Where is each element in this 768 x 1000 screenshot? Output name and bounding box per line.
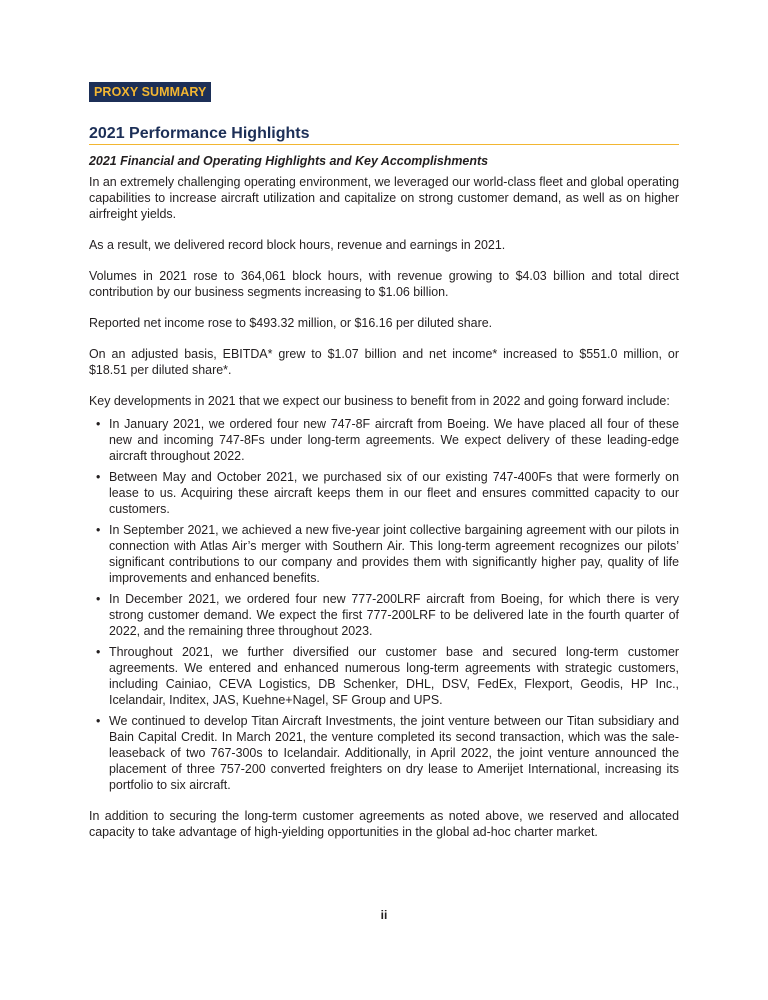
list-item: • We continued to develop Titan Aircraft Investments, the joint venture between our Titan subsidiary and Bain Capital Credit. In March 2021, the venture completed its second transaction, which was the sale-leaseback of two 767-300s to Icelandair. Additionally, in April 2022, the joint venture announced the placement of three 757-200 converted freighters on dry lease to Amerijet International, increasing its portfolio to six aircraft. — [89, 713, 679, 793]
page-number: ii — [380, 908, 388, 922]
list-item: • In September 2021, we achieved a new five-year joint collective bargaining agreement with our pilots in connection with Atlas Air’s merger with Southern Air. This long-term agreement recognizes our pilots’ significant contributions to our company and provides them with significantly higher pay, quality of life improvements and enhanced benefits. — [89, 522, 679, 586]
list-item: • In January 2021, we ordered four new 747-8F aircraft from Boeing. We have placed all four of these new and incoming 747-8Fs under long-term agreements. We expect delivery of these leading-edge aircraft throughout 2022. — [89, 416, 679, 464]
developments-list — [89, 416, 679, 793]
list-item: • In December 2021, we ordered four new 777-200LRF aircraft from Boeing, for which there is very strong customer demand. We expect the first 777-200LRF to be delivered late in the fourth quarter of 2022, and the remaining three throughout 2023. — [89, 591, 679, 639]
paragraph-net-income: Reported net income rose to $493.32 million, or $16.16 per diluted share. — [89, 316, 493, 330]
paragraph-record: As a result, we delivered record block hours, revenue and earnings in 2021. — [89, 238, 506, 252]
paragraph-key-developments: Key developments in 2021 that we expect our business to benefit from in 2022 and going forward include: — [89, 394, 670, 408]
paragraph-adjusted: On an adjusted basis, EBITDA* grew to $1.07 billion and net income* increased to $551.0 million, or $18.51 per diluted share*. — [89, 347, 679, 377]
paragraph-volumes: Volumes in 2021 rose to 364,061 block hours, with revenue growing to $4.03 billion and total direct contribution by our business segments increasing to $1.06 billion. — [89, 269, 679, 299]
body-content — [89, 153, 679, 855]
section-subtitle: 2021 Financial and Operating Highlights and Key Accomplishments — [89, 154, 489, 168]
page-title: 2021 Performance Highlights — [89, 124, 679, 145]
list-item: • Throughout 2021, we further diversified our customer base and secured long-term customer agreements. We entered and enhanced numerous long-term agreements with strategic customers, including Cainiao, CEVA Logistics, DB Schenker, DHL, DSV, FedEx, Flexport, Geodis, HP Inc., Icelandair, Inditex, JAS, Kuehne+Nagel, SF Group and UPS. — [89, 644, 679, 708]
paragraph-intro: In an extremely challenging operating environment, we leveraged our world-class fleet and global operating capabilities to increase aircraft utilization and capitalize on strong customer demand, as well as on higher airfreight yields. — [89, 175, 679, 221]
list-item: • Between May and October 2021, we purchased six of our existing 747-400Fs that were formerly on lease to us. Acquiring these aircraft keeps them in our fleet and ensures committed capacity to our customers. — [89, 469, 679, 517]
paragraph-closing: In addition to securing the long-term customer agreements as noted above, we reserved and allocated capacity to take advantage of high-yielding opportunities in the global ad-hoc charter market. — [89, 809, 679, 839]
section-badge: PROXY SUMMARY — [89, 82, 211, 102]
